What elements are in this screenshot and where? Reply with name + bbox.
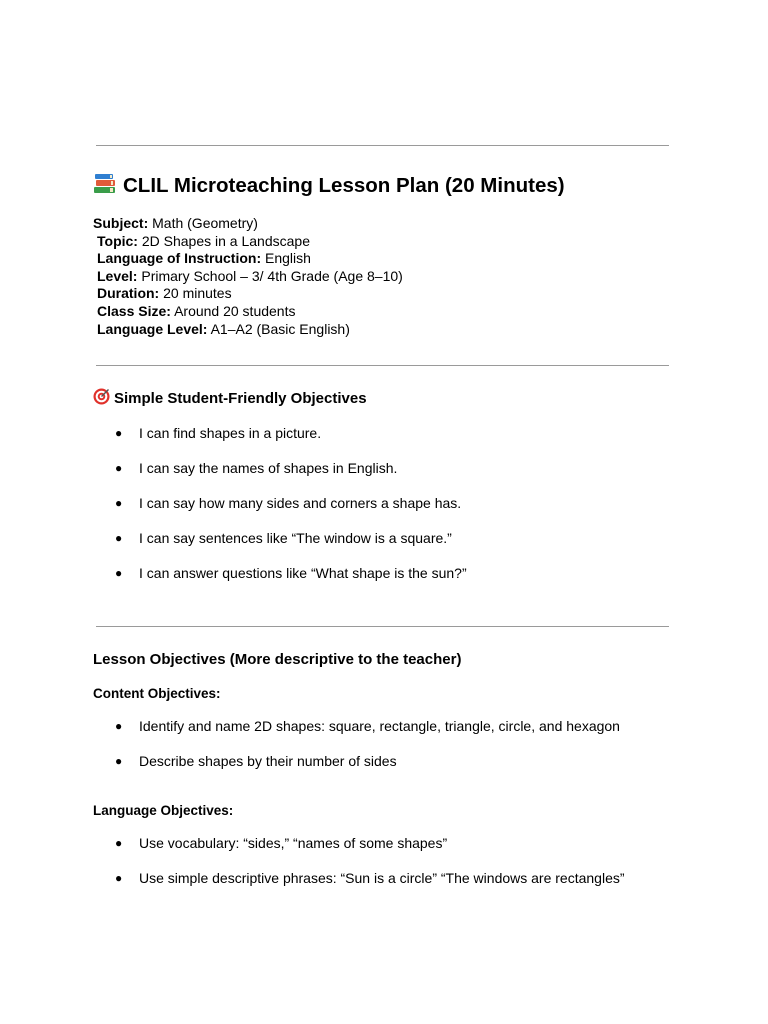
lesson-meta — [93, 215, 403, 338]
bullet-dot: ● — [115, 531, 123, 545]
list-item-text: Identify and name 2D shapes: square, rectangle, triangle, circle, and hexagon — [139, 718, 620, 734]
meta-value: A1–A2 (Basic English) — [210, 320, 350, 337]
list-item-text: I can say the names of shapes in English. — [139, 460, 398, 476]
bullet-dot: ● — [115, 566, 123, 580]
bullet-dot: ● — [115, 461, 123, 475]
meta-value: Primary School – 3/ 4th Grade (Age 8–10) — [141, 267, 403, 284]
books-icon — [93, 173, 117, 195]
list-item-text: I can say how many sides and corners a shape has. — [139, 495, 462, 511]
meta-duration — [93, 285, 403, 303]
bullet-dot: ● — [115, 871, 123, 885]
content-objectives-list — [115, 717, 620, 770]
list-item — [115, 424, 467, 442]
list-item-text: Use simple descriptive phrases: “Sun is a circle” “The windows are rectangles” — [139, 870, 625, 886]
bullet-dot: ● — [115, 496, 123, 510]
language-objectives-list — [115, 834, 625, 887]
meta-label: Class Size: — [97, 302, 171, 319]
list-item-text: Use vocabulary: “sides,” “names of some shapes” — [139, 835, 448, 851]
horizontal-rule — [96, 145, 669, 146]
meta-value: 20 minutes — [163, 285, 232, 302]
meta-label: Duration: — [97, 285, 160, 302]
heading-text: Simple Student-Friendly Objectives — [114, 390, 367, 407]
bullet-dot: ● — [115, 719, 123, 733]
bullet-dot: ● — [115, 836, 123, 850]
meta-label: Topic: — [97, 232, 138, 249]
list-item — [115, 752, 620, 770]
list-item — [115, 459, 467, 477]
bullet-dot: ● — [115, 426, 123, 440]
language-objectives-heading: Language Objectives: — [93, 803, 234, 818]
meta-value: 2D Shapes in a Landscape — [141, 232, 310, 249]
list-item-text: I can find shapes in a picture. — [139, 425, 322, 441]
page-title — [93, 172, 565, 200]
horizontal-rule — [96, 365, 669, 366]
meta-label: Level: — [97, 267, 138, 284]
list-item — [115, 869, 625, 887]
target-icon — [93, 388, 110, 405]
title-text: CLIL Microteaching Lesson Plan (20 Minutes) — [123, 174, 565, 197]
list-item — [115, 717, 620, 735]
meta-value: Math (Geometry) — [152, 215, 258, 231]
meta-subject — [93, 215, 403, 233]
student-objectives-list — [115, 424, 467, 582]
meta-language-level — [93, 321, 403, 339]
list-item-text: I can answer questions like “What shape is the sun?” — [139, 565, 467, 581]
meta-label: Language of Instruction: — [97, 250, 262, 267]
content-objectives-heading: Content Objectives: — [93, 686, 221, 701]
meta-topic — [93, 233, 403, 251]
meta-label: Language Level: — [97, 320, 208, 337]
meta-language-of-instruction — [93, 250, 403, 268]
list-item-text: Describe shapes by their number of sides — [139, 753, 397, 769]
meta-value: English — [265, 250, 311, 267]
bullet-dot: ● — [115, 754, 123, 768]
meta-class-size — [93, 303, 403, 321]
meta-level — [93, 268, 403, 286]
meta-label: Subject: — [93, 215, 149, 231]
list-item — [115, 529, 467, 547]
list-item — [115, 564, 467, 582]
list-item — [115, 494, 467, 512]
list-item-text: I can say sentences like “The window is a square.” — [139, 530, 452, 546]
lesson-objectives-heading: Lesson Objectives (More descriptive to the teacher) — [93, 651, 462, 668]
meta-value: Around 20 students — [174, 302, 296, 319]
student-objectives-heading — [93, 388, 367, 409]
horizontal-rule — [96, 626, 669, 627]
list-item — [115, 834, 625, 852]
